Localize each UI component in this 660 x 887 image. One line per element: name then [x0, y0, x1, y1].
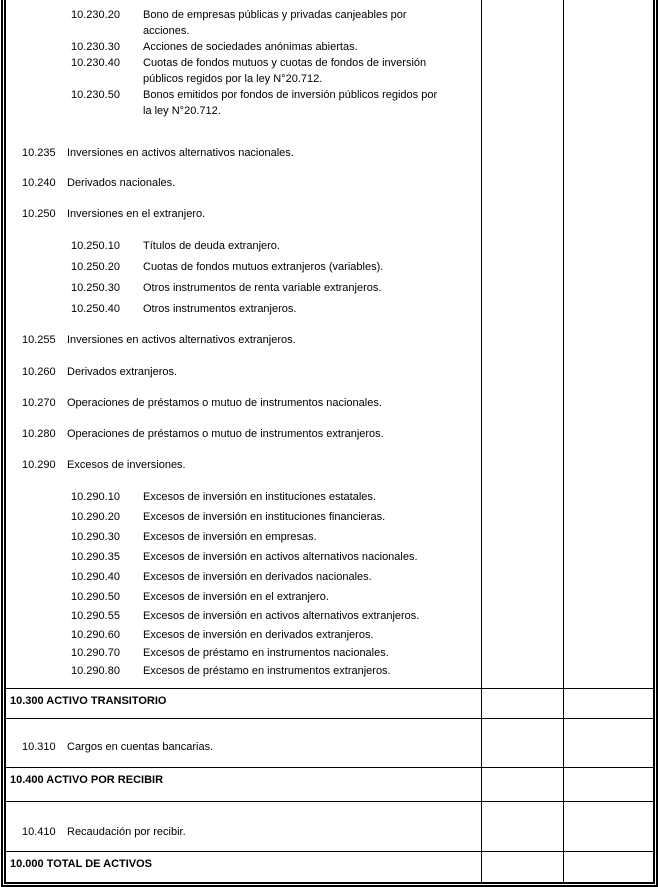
- item-row: [6, 457, 481, 473]
- item-description: Derivados nacionales.: [67, 177, 176, 189]
- value-column-1-cell: [481, 802, 563, 851]
- item-description: Excesos de inversión en instituciones estatales.: [143, 491, 376, 503]
- section-header-cell: [6, 689, 481, 718]
- item-code: 10.290.30: [71, 531, 120, 543]
- item-description: Cuotas de fondos mutuos y cuotas de fondos de inversión públicos regidos por la ley N°20.712.: [143, 57, 427, 85]
- item-description: Excesos de inversión en derivados nacionales.: [143, 571, 372, 583]
- item-row: [6, 364, 481, 380]
- item-code: 10.250.30: [71, 282, 120, 294]
- item-description: Otros instrumentos extranjeros.: [143, 303, 297, 315]
- item-description: Inversiones en el extranjero.: [67, 208, 206, 220]
- item-description: Recaudación por recibir.: [67, 826, 186, 838]
- item-description: Excesos de inversión en el extranjero.: [143, 591, 329, 603]
- item-description: Bono de empresas públicas y privadas canjeables por acciones.: [143, 9, 407, 37]
- item-code: 10.250.20: [71, 261, 120, 273]
- item-code: 10.260: [22, 366, 56, 378]
- item-code: 10.290.80: [71, 665, 120, 677]
- value-column-1-cell: [481, 0, 563, 688]
- item-code: 10.255: [22, 334, 56, 346]
- section-header-label: 10.300 ACTIVO TRANSITORIO: [10, 695, 167, 707]
- item-description: Cuotas de fondos mutuos extranjeros (variables).: [143, 261, 384, 273]
- item-row: [6, 259, 481, 275]
- table-row-recaudacion-por-recibir: [6, 801, 653, 851]
- item-description-cell: [6, 802, 481, 851]
- item-description-cell: [6, 719, 481, 767]
- item-code: 10.290.70: [71, 647, 120, 659]
- item-description: Inversiones en activos alternativos extranjeros.: [67, 334, 296, 346]
- item-row: [6, 663, 481, 679]
- item-description: Excesos de inversión en derivados extranjeros.: [143, 629, 374, 641]
- item-code: 10.290.40: [71, 571, 120, 583]
- item-code: 10.310: [22, 741, 56, 753]
- item-description: Inversiones en activos alternativos nacionales.: [67, 147, 294, 159]
- table-row-investment-items: [6, 0, 653, 688]
- section-header-cell: [6, 852, 481, 882]
- item-code: 10.290.10: [71, 491, 120, 503]
- item-row: [6, 206, 481, 222]
- item-row: [6, 802, 481, 840]
- item-code: 10.290.20: [71, 511, 120, 523]
- assets-table: [1, 0, 658, 887]
- item-description: Cargos en cuentas bancarias.: [67, 741, 214, 753]
- item-row: [6, 509, 481, 525]
- table-row-total-de-activos: [6, 851, 653, 882]
- value-column-2-cell: [563, 802, 653, 851]
- section-header-cell: [6, 768, 481, 801]
- value-column-2-cell: [563, 0, 653, 688]
- item-description: Excesos de inversión en activos alternativos extranjeros.: [143, 610, 420, 622]
- item-code: 10.235: [22, 147, 56, 159]
- item-description: Operaciones de préstamos o mutuo de instrumentos extranjeros.: [67, 428, 384, 440]
- item-row: [6, 395, 481, 411]
- item-code: 10.230.40: [71, 57, 120, 69]
- value-column-2-cell: [563, 768, 653, 801]
- item-code: 10.280: [22, 428, 56, 440]
- table-row-activo-por-recibir: [6, 767, 653, 801]
- value-column-2-cell: [563, 719, 653, 767]
- item-row: [6, 608, 481, 624]
- item-description: Excesos de inversión en activos alternativos nacionales.: [143, 551, 418, 563]
- item-description: Acciones de sociedades anónimas abiertas.: [143, 41, 358, 53]
- item-code: 10.250.40: [71, 303, 120, 315]
- item-description: Derivados extranjeros.: [67, 366, 178, 378]
- item-code: 10.250.10: [71, 240, 120, 252]
- item-description: Excesos de préstamo en instrumentos nacionales.: [143, 647, 389, 659]
- item-code: 10.230.50: [71, 89, 120, 101]
- item-row: [6, 39, 481, 55]
- item-row: [6, 529, 481, 545]
- value-column-1-cell: [481, 719, 563, 767]
- item-row: [6, 280, 481, 296]
- item-row: [6, 87, 481, 119]
- item-code: 10.290: [22, 459, 56, 471]
- item-row: [6, 238, 481, 254]
- item-row: [6, 569, 481, 585]
- item-row: [6, 627, 481, 643]
- item-description: Excesos de inversiones.: [67, 459, 186, 471]
- value-column-2-cell: [563, 689, 653, 718]
- section-header-label: 10.400 ACTIVO POR RECIBIR: [10, 774, 164, 786]
- item-description: Títulos de deuda extranjero.: [143, 240, 280, 252]
- item-row: [6, 426, 481, 442]
- item-code: 10.270: [22, 397, 56, 409]
- items-description-cell: [6, 0, 481, 688]
- item-row: [6, 489, 481, 505]
- item-code: 10.240: [22, 177, 56, 189]
- item-row: [6, 7, 481, 39]
- item-description: Bonos emitidos por fondos de inversión públicos regidos por la ley N°20.712.: [143, 89, 438, 117]
- value-column-1-cell: [481, 689, 563, 718]
- item-row: [6, 175, 481, 191]
- value-column-2-cell: [563, 852, 653, 882]
- item-row: [6, 55, 481, 87]
- item-description: Otros instrumentos de renta variable extranjeros.: [143, 282, 382, 294]
- item-code: 10.290.50: [71, 591, 120, 603]
- item-row: [6, 549, 481, 565]
- item-row: [6, 145, 481, 161]
- item-code: 10.410: [22, 826, 56, 838]
- item-row: [6, 589, 481, 605]
- item-code: 10.250: [22, 208, 56, 220]
- value-column-1-cell: [481, 852, 563, 882]
- value-column-1-cell: [481, 768, 563, 801]
- item-code: 10.290.35: [71, 551, 120, 563]
- item-row: [6, 645, 481, 661]
- item-code: 10.230.30: [71, 41, 120, 53]
- item-description: Excesos de préstamo en instrumentos extranjeros.: [143, 665, 391, 677]
- table-row-activo-transitorio: [6, 688, 653, 718]
- item-description: Operaciones de préstamos o mutuo de instrumentos nacionales.: [67, 397, 382, 409]
- item-description: Excesos de inversión en instituciones financieras.: [143, 511, 386, 523]
- item-code: 10.290.55: [71, 610, 120, 622]
- item-row: [6, 332, 481, 348]
- item-description: Excesos de inversión en empresas.: [143, 531, 317, 543]
- item-code: 10.230.20: [71, 9, 120, 21]
- table-row-cargos-cuentas-bancarias: [6, 718, 653, 767]
- item-code: 10.290.60: [71, 629, 120, 641]
- item-row: [6, 301, 481, 317]
- section-header-label: 10.000 TOTAL DE ACTIVOS: [10, 858, 153, 870]
- item-row: [6, 719, 481, 755]
